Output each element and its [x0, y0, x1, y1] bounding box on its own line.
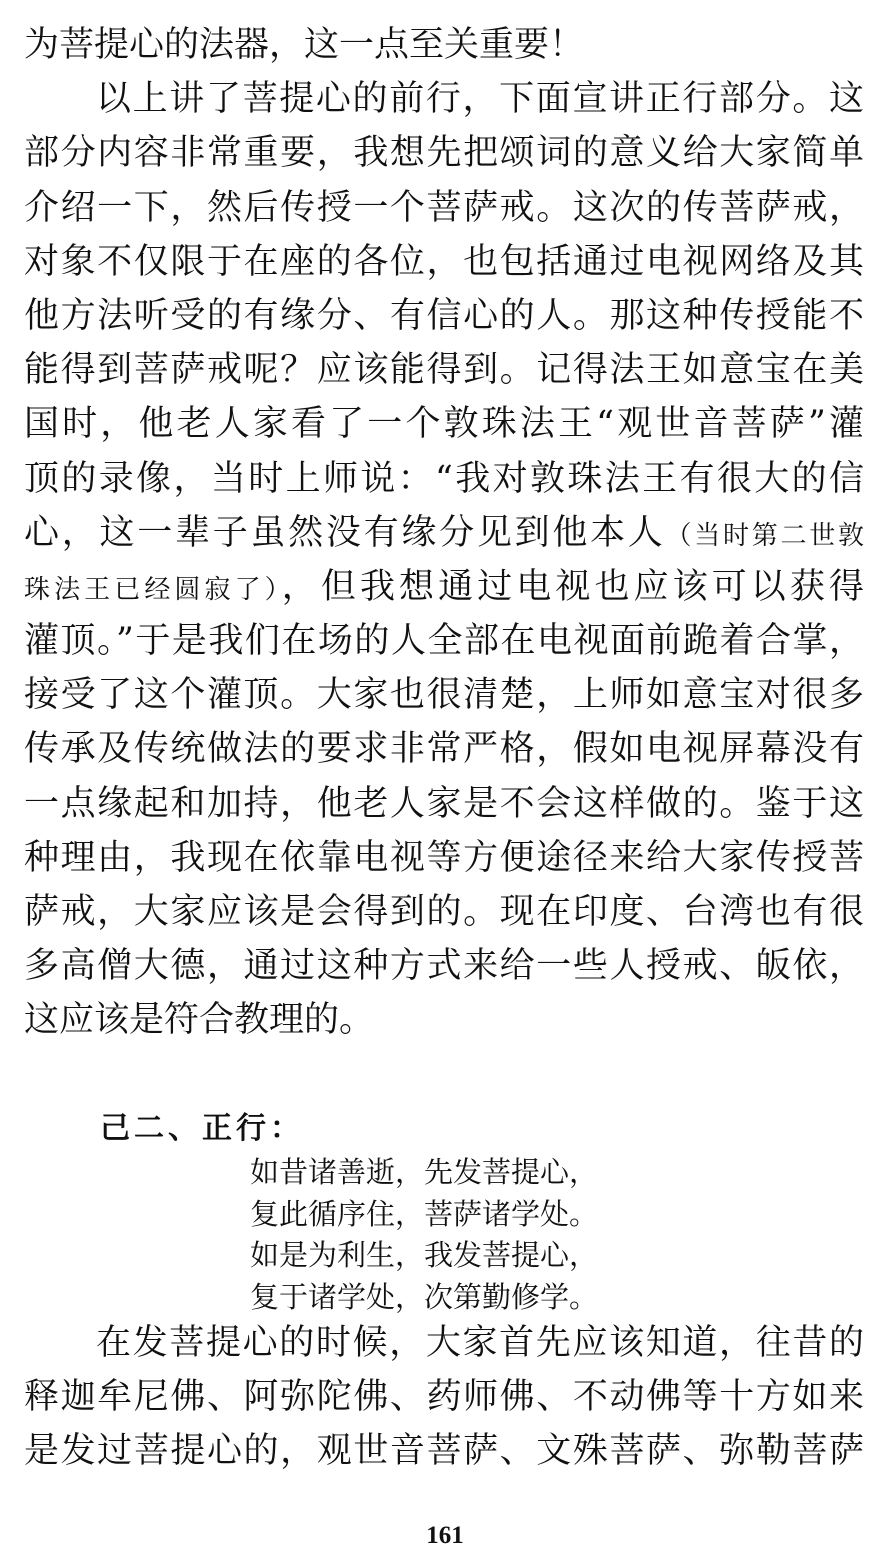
parenthetical-note: 珠法王已经圆寂了） [24, 574, 282, 605]
text-line: 是发过菩提心的，观世音菩萨、文殊菩萨、弥勒菩萨 [24, 1431, 864, 1472]
text-line: 能得到菩萨戒呢？应该能得到。记得法王如意宝在美 [24, 350, 864, 391]
text-line: 顶的录像，当时上师说：“我对敦珠法王有很大的信 [24, 458, 864, 499]
verse-block [250, 1152, 598, 1318]
section-heading: 己二、正行： [100, 1111, 304, 1146]
text-line: 介绍一下，然后传授一个菩萨戒。这次的传菩萨戒， [24, 187, 864, 228]
text-line: 在发菩提心的时候，大家首先应该知道，往昔的 [96, 1323, 864, 1363]
text-segment: ，但我想通过电视也应该可以获得 [281, 566, 864, 607]
text-line: 多高僧大德，通过这种方式来给一些人授戒、皈依， [24, 946, 864, 987]
page-number: 161 [426, 1522, 464, 1549]
verse-line: 如是为利生，我发菩提心， [250, 1238, 599, 1272]
main-text-block [24, 18, 864, 1048]
text-line-with-note [24, 506, 864, 560]
text-line: 传承及传统做法的要求非常严格，假如电视屏幕没有 [24, 729, 864, 770]
text-line: 他方法听受的有缘分、有信心的人。那这种传授能不 [24, 295, 864, 336]
verse-line: 如昔诸善逝，先发菩提心， [250, 1155, 599, 1189]
text-line: 以上讲了菩提心的前行，下面宣讲正行部分。这 [96, 79, 864, 120]
text-segment: 心，这一辈子虽然没有缘分见到他本人 [24, 512, 666, 553]
text-line: 这应该是符合教理的。 [24, 1000, 375, 1041]
text-line: 萨戒，大家应该是会得到的。现在印度、台湾也有很 [24, 892, 864, 932]
text-line: 国时，他老人家看了一个敦珠法王“观世音菩萨”灌 [24, 404, 864, 445]
verse-line: 复于诸学处，次第勤修学。 [250, 1279, 599, 1314]
text-line: 部分内容非常重要，我想先把颂词的意义给大家简单 [24, 133, 864, 174]
verse-line: 复此循序住，菩萨诸学处。 [250, 1196, 599, 1231]
text-line: 一点缘起和加持，他老人家是不会这样做的。鉴于这 [24, 783, 864, 824]
second-paragraph [24, 1316, 864, 1479]
text-line-with-note [24, 560, 864, 614]
text-line: 种理由，我现在依靠电视等方便途径来给大家传授菩 [24, 837, 864, 878]
text-line: 灌顶。”于是我们在场的人全部在电视面前跪着合掌， [24, 621, 864, 662]
text-line: 对象不仅限于在座的各位，也包括通过电视网络及其 [24, 241, 864, 282]
parenthetical-note: （当时第二世敦 [665, 520, 864, 551]
text-line: 接受了这个灌顶。大家也很清楚，上师如意宝对很多 [24, 675, 864, 716]
text-line: 释迦牟尼佛、阿弥陀佛、药师佛、不动佛等十方如来 [24, 1377, 864, 1418]
text-line: 为菩提心的法器，这一点至关重要！ [24, 25, 585, 65]
